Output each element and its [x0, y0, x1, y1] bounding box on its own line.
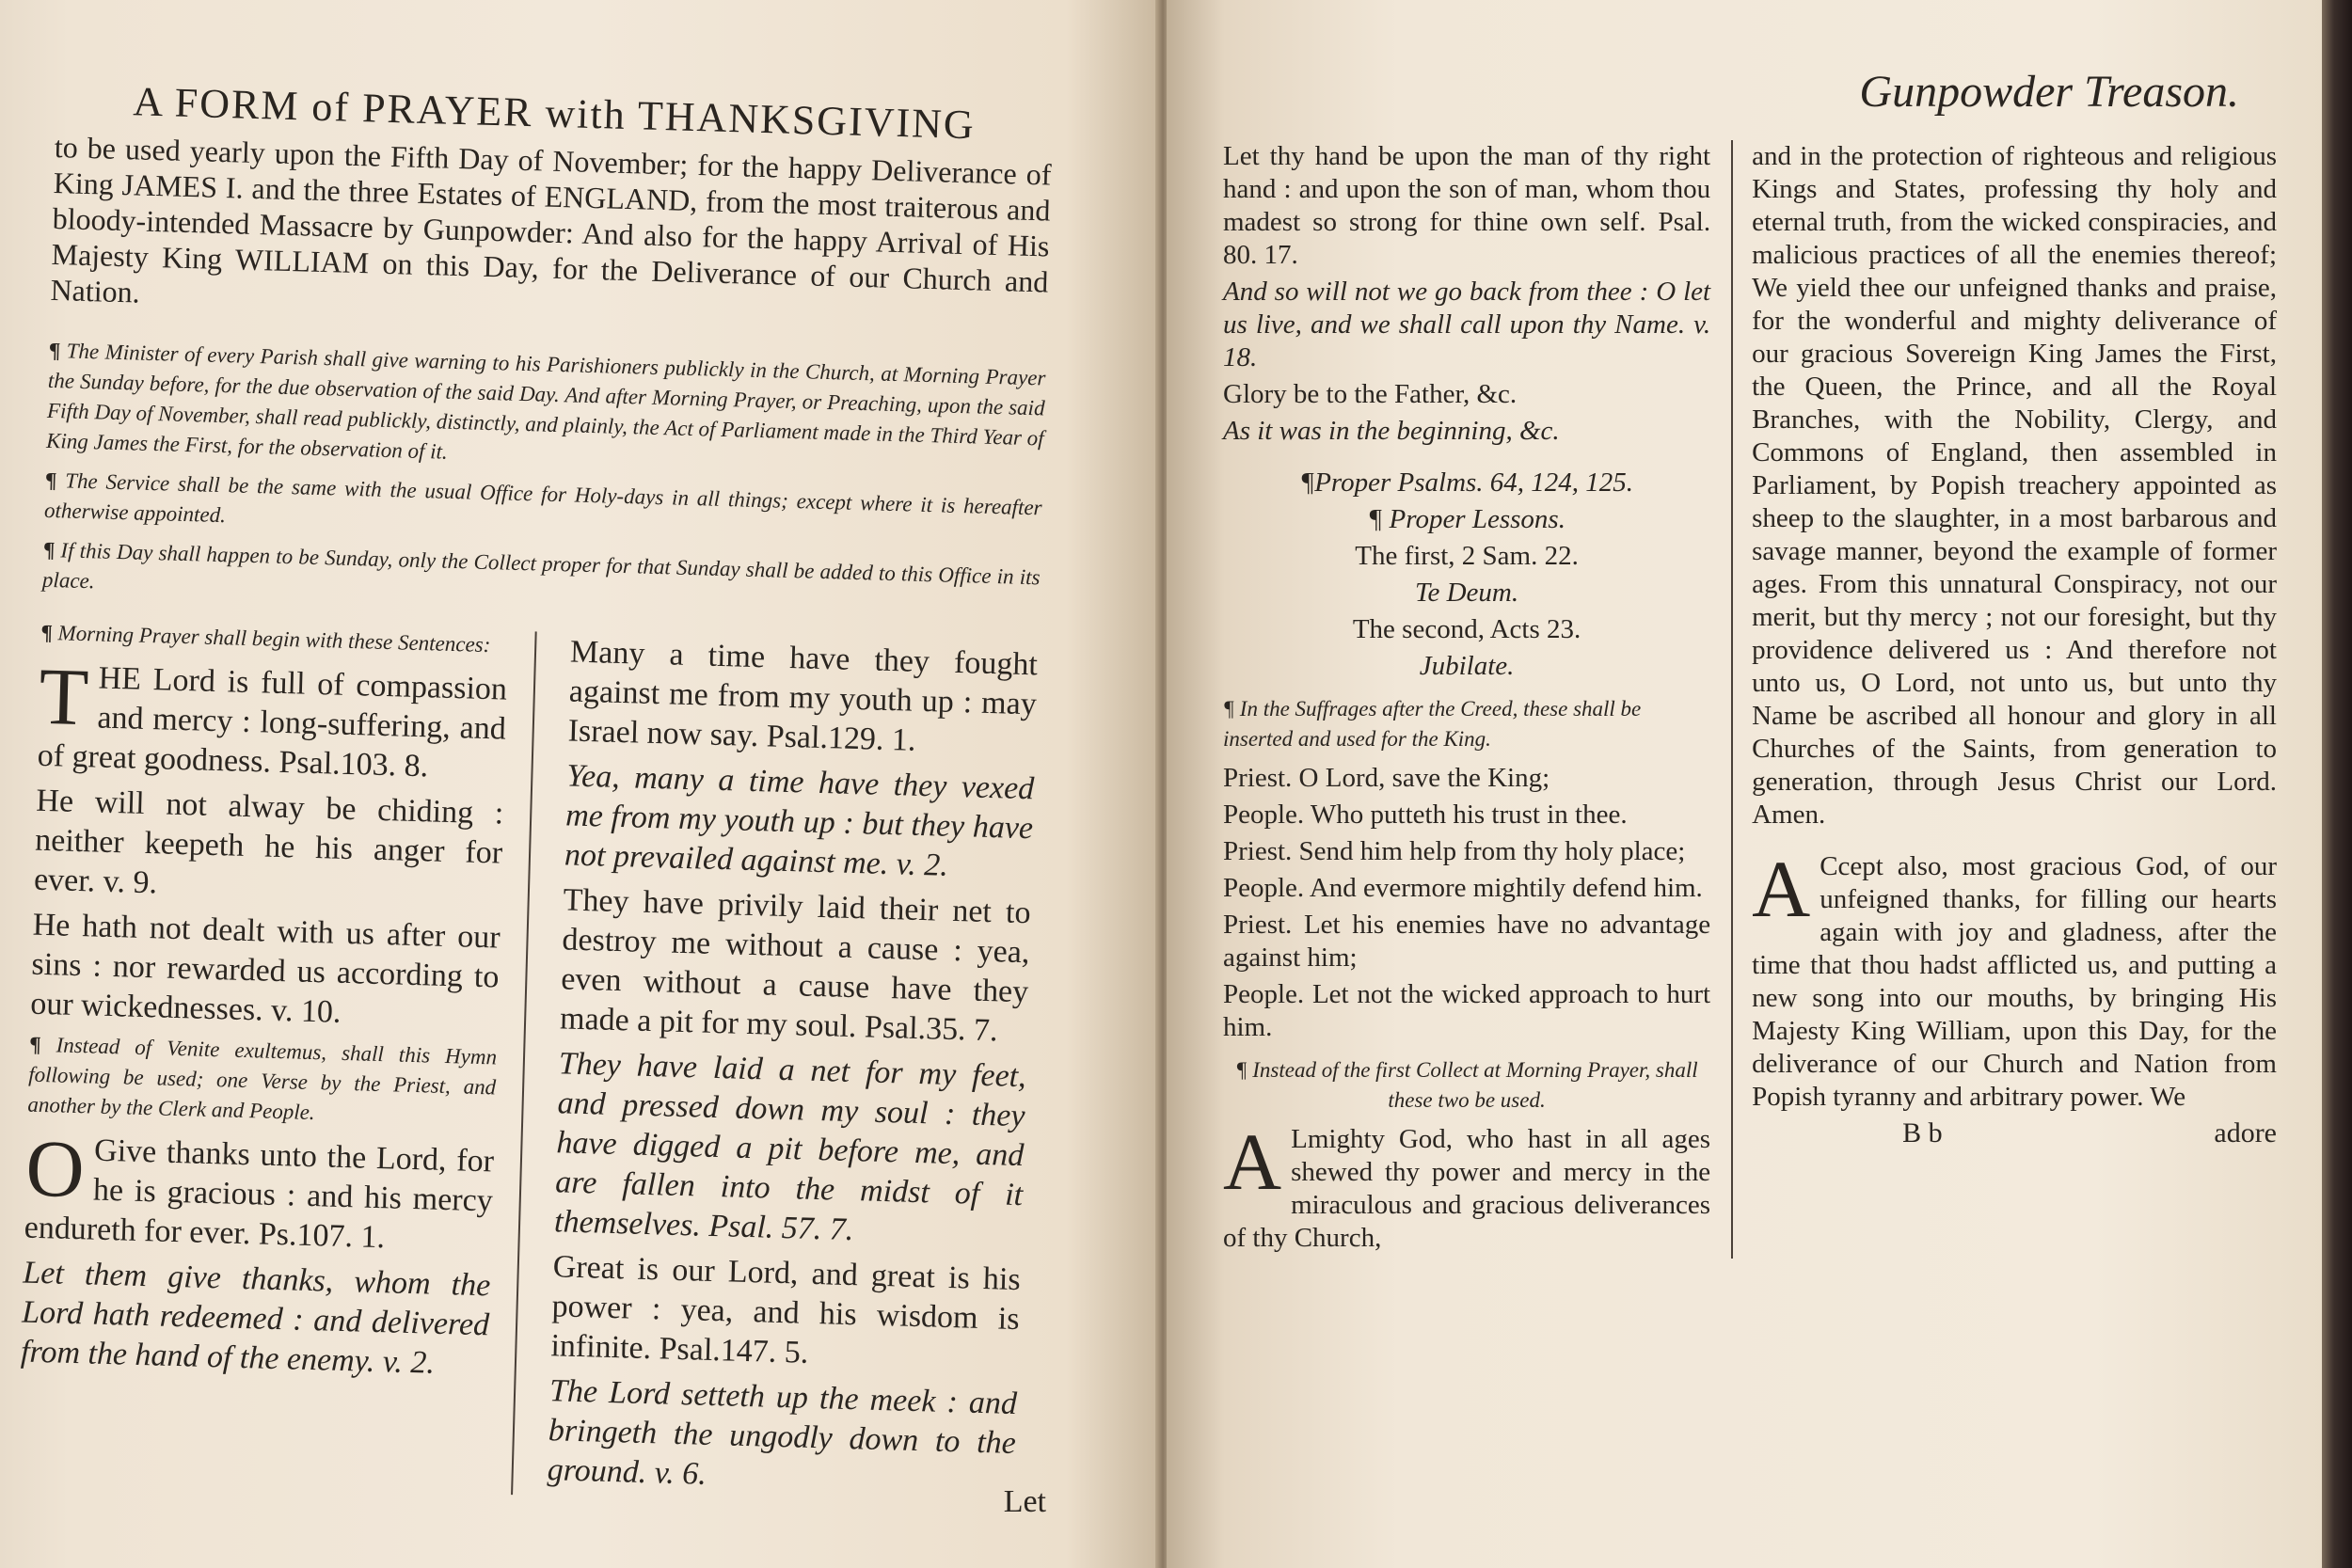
pilcrow: ¶ — [40, 620, 54, 645]
verse: Let thy hand be upon the man of thy right hand : and upon the son of man, whom thou madest so strong for thine own self. Psal. 80. 17. — [1223, 141, 1711, 270]
rubric-text: In the Suffrages after the Creed, these shall be inserted and used for the King. — [1223, 697, 1642, 751]
left-catchword: Let — [1003, 1484, 1046, 1519]
spacer — [1752, 835, 2277, 850]
gloria: Glory be to the Father, &c. — [1223, 379, 1518, 409]
first-lesson: The first, 2 Sam. 22. — [1355, 541, 1579, 571]
te-deum: Te Deum. — [1414, 578, 1519, 608]
collect-text: Lmighty God, who hast in all ages shewed thy power and mercy in the miraculous and gracious deliverances of thy Church, — [1223, 1124, 1711, 1253]
gloria: As it was in the beginning, &c. — [1223, 416, 1560, 446]
suffrage: People. Who putteth his trust in thee. — [1223, 800, 1628, 830]
right-columns — [1223, 140, 2277, 1259]
suffrage: People. And evermore mightily defend him. — [1223, 873, 1703, 903]
pilcrow: ¶ — [1368, 504, 1383, 534]
rubric-text: Instead of the first Collect at Morning Prayer, shall these two be used. — [1252, 1058, 1698, 1112]
running-head: Gunpowder Treason. — [1859, 67, 2239, 117]
verse: They have laid a net for my feet, and pressed down my soul : they have digged a pit before me, and are fallen into the midst of it themselves. Psal. 57. 7. — [553, 1046, 1027, 1248]
collect-continuation: and in the protection of righteous and religious Kings and States, professing thy holy and eternal truth, from the wicked conspiracies, and malicious practices of all the enemies thereof; We yield thee our unfeigned thanks and praise, for the wonderful and mighty deliverance of our gracious Sovereign King James the First, the Queen, the Prince, and all the Royal Branches, with the Nobility, Clergy, and Commons of England, then assembled in Parliament, by Popish treachery appointed as sheep to the slaughter, in a most barbarous and savage manner, beyond the example of former ages. From this unnatural Conspiracy, not our merit, but thy mercy ; not our foresight, but thy providence delivered us : And therefore not unto us, O Lord, not unto us, but unto thy Name be ascribed all honour and glory in all Churches of the Saints, from generation to generation, through Jesus Christ our Lord. Amen. — [1752, 141, 2277, 830]
suffrage: People. Let not the wicked approach to hurt him. — [1223, 979, 1711, 1042]
form-title: A FORM of PRAYER with THANKSGIVING — [132, 78, 977, 149]
left-column-1 — [17, 618, 536, 1495]
drop-cap: O — [24, 1122, 86, 1215]
left-page-text-block — [17, 75, 1053, 1509]
rubric-text: The Service shall be the same with the usual Office for Holy-days in all things; except where it is hereafter otherwise appointed. — [43, 468, 1042, 528]
form-subtitle: to be used yearly upon the Fifth Day of November; for the happy Deliverance of King JAMES I. and the three Estates of ENGLAND, from the most traiterous and bloody-intended Massacre by Gunpowder: And also for the happy Arrival of His Majesty King WILLIAM on this Day, for the Deliverance of our Church and Nation. — [50, 129, 1052, 309]
suffrage: Priest. Let his enemies have no advantage against him; — [1223, 910, 1711, 973]
left-columns — [17, 618, 1038, 1509]
second-lesson: The second, Acts 23. — [1352, 614, 1581, 644]
rubric-text: Instead of Venite exultemus, shall this Hymn following be used; one Verse by the Priest, and another by the Clerk and People. — [27, 1033, 498, 1125]
pilcrow: ¶ — [1223, 697, 1235, 721]
pilcrow: ¶ — [48, 338, 61, 363]
proper-lessons — [1223, 503, 1710, 536]
verse: The Lord setteth up the meek : and bringeth the ungodly down to the ground. v. 6. — [547, 1373, 1018, 1492]
verse: He hath not dealt with us after our sins : nor rewarded us according to our wickednesses. v. 10. — [29, 907, 501, 1030]
proper-psalms — [1223, 467, 1710, 499]
collect-second — [1752, 844, 2277, 1114]
rubric-venite — [27, 1030, 497, 1133]
right-column-1 — [1223, 140, 1733, 1259]
pilcrow: ¶ — [42, 537, 56, 562]
suffrage: Priest. O Lord, save the King; — [1223, 763, 1550, 793]
right-page — [1167, 0, 2324, 1568]
rubric-text: The Minister of every Parish shall give warning to his Parishioners publickly in the Church, at Morning Prayer the Sunday before, for the due observation of the said Day. And after Morning Prayer, or Preaching, upon the said Fifth Day of November, shall read publickly, distinctly, and plainly, the Act of Parliament made in the Third Year of King James the First, for the observation of it. — [45, 339, 1046, 464]
left-page — [0, 0, 1159, 1568]
spacer — [1223, 451, 1710, 467]
pilcrow: ¶ — [44, 467, 57, 493]
cover-edge — [2322, 0, 2352, 1568]
verse — [37, 650, 508, 789]
signature-mark: B b — [1902, 1117, 1943, 1148]
verse: Let them give thanks, whom the Lord hath redeemed : and delivered from the hand of the enemy. v. 2. — [20, 1255, 491, 1381]
collect — [1223, 1117, 1711, 1255]
right-page-text-block — [1223, 66, 2277, 1259]
verse-text: Give thanks unto the Lord, for he is gracious : and his mercy endureth for ever. Ps.107. 1. — [24, 1132, 495, 1256]
rubric-minister — [46, 336, 1046, 484]
verse-text: HE Lord is full of compassion and mercy : long-suffering, and of great goodness. Psal.103. 8. — [37, 660, 508, 784]
left-column-2 — [513, 631, 1038, 1509]
collect-text: Ccept also, most gracious God, of our unfeigned thanks, for filling our hearts again with joy and gladness, after the time that thou hadst afflicted us, and putting a new song into our mouths, by bringing His Majesty King William, upon this Day, for the deliverance of our Church and Nation from Popish tyranny and arbitrary power. We — [1752, 851, 2277, 1112]
rubric-text: Morning Prayer shall begin with these Sentences: — [57, 621, 491, 657]
pilcrow: ¶ — [28, 1032, 41, 1056]
rubric-morning-prayer — [40, 618, 509, 661]
proper-lessons-text: Proper Lessons. — [1389, 504, 1565, 534]
drop-cap: A — [1223, 1117, 1282, 1207]
pilcrow: ¶ — [1300, 467, 1315, 498]
suffrage: Priest. Send him help from thy holy place; — [1223, 836, 1686, 866]
proper-psalms-text: Proper Psalms. 64, 124, 125. — [1314, 467, 1634, 498]
verse: He will not alway be chiding : neither keepeth he his anger for ever. v. 9. — [33, 783, 504, 901]
rubric-suffrages — [1223, 694, 1710, 754]
verse: They have privily laid their net to destroy me without a cause : yea, even without a cause have they made a pit for my soul. Psal.35. 7. — [559, 882, 1032, 1049]
drop-cap: T — [38, 650, 90, 743]
verse: Many a time have they fought against me from my youth up : may Israel now say. Psal.129. 1. — [567, 634, 1039, 758]
verse: Great is our Lord, and great is his power : yea, and his wisdom is infinite. Psal.147. 5. — [549, 1249, 1022, 1370]
verse: And so will not we go back from thee : O let us live, and we shall call upon thy Name. v. 18. — [1223, 277, 1711, 372]
drop-cap: A — [1752, 844, 1811, 934]
verse: Yea, many a time have they vexed me from my youth up : but they have not prevailed against me. v. 2. — [564, 758, 1035, 883]
rubric-collect — [1223, 1055, 1710, 1116]
right-catchword: adore — [2214, 1117, 2277, 1148]
jubilate: Jubilate. — [1419, 651, 1515, 681]
pilcrow: ¶ — [1235, 1058, 1248, 1082]
right-column-2 — [1733, 140, 2277, 1259]
verse — [24, 1122, 495, 1261]
rubric-text: If this Day shall happen to be Sunday, only the Collect proper for that Sunday shall be added to this Office in its place. — [41, 538, 1041, 594]
page-footer — [1752, 1117, 2277, 1149]
